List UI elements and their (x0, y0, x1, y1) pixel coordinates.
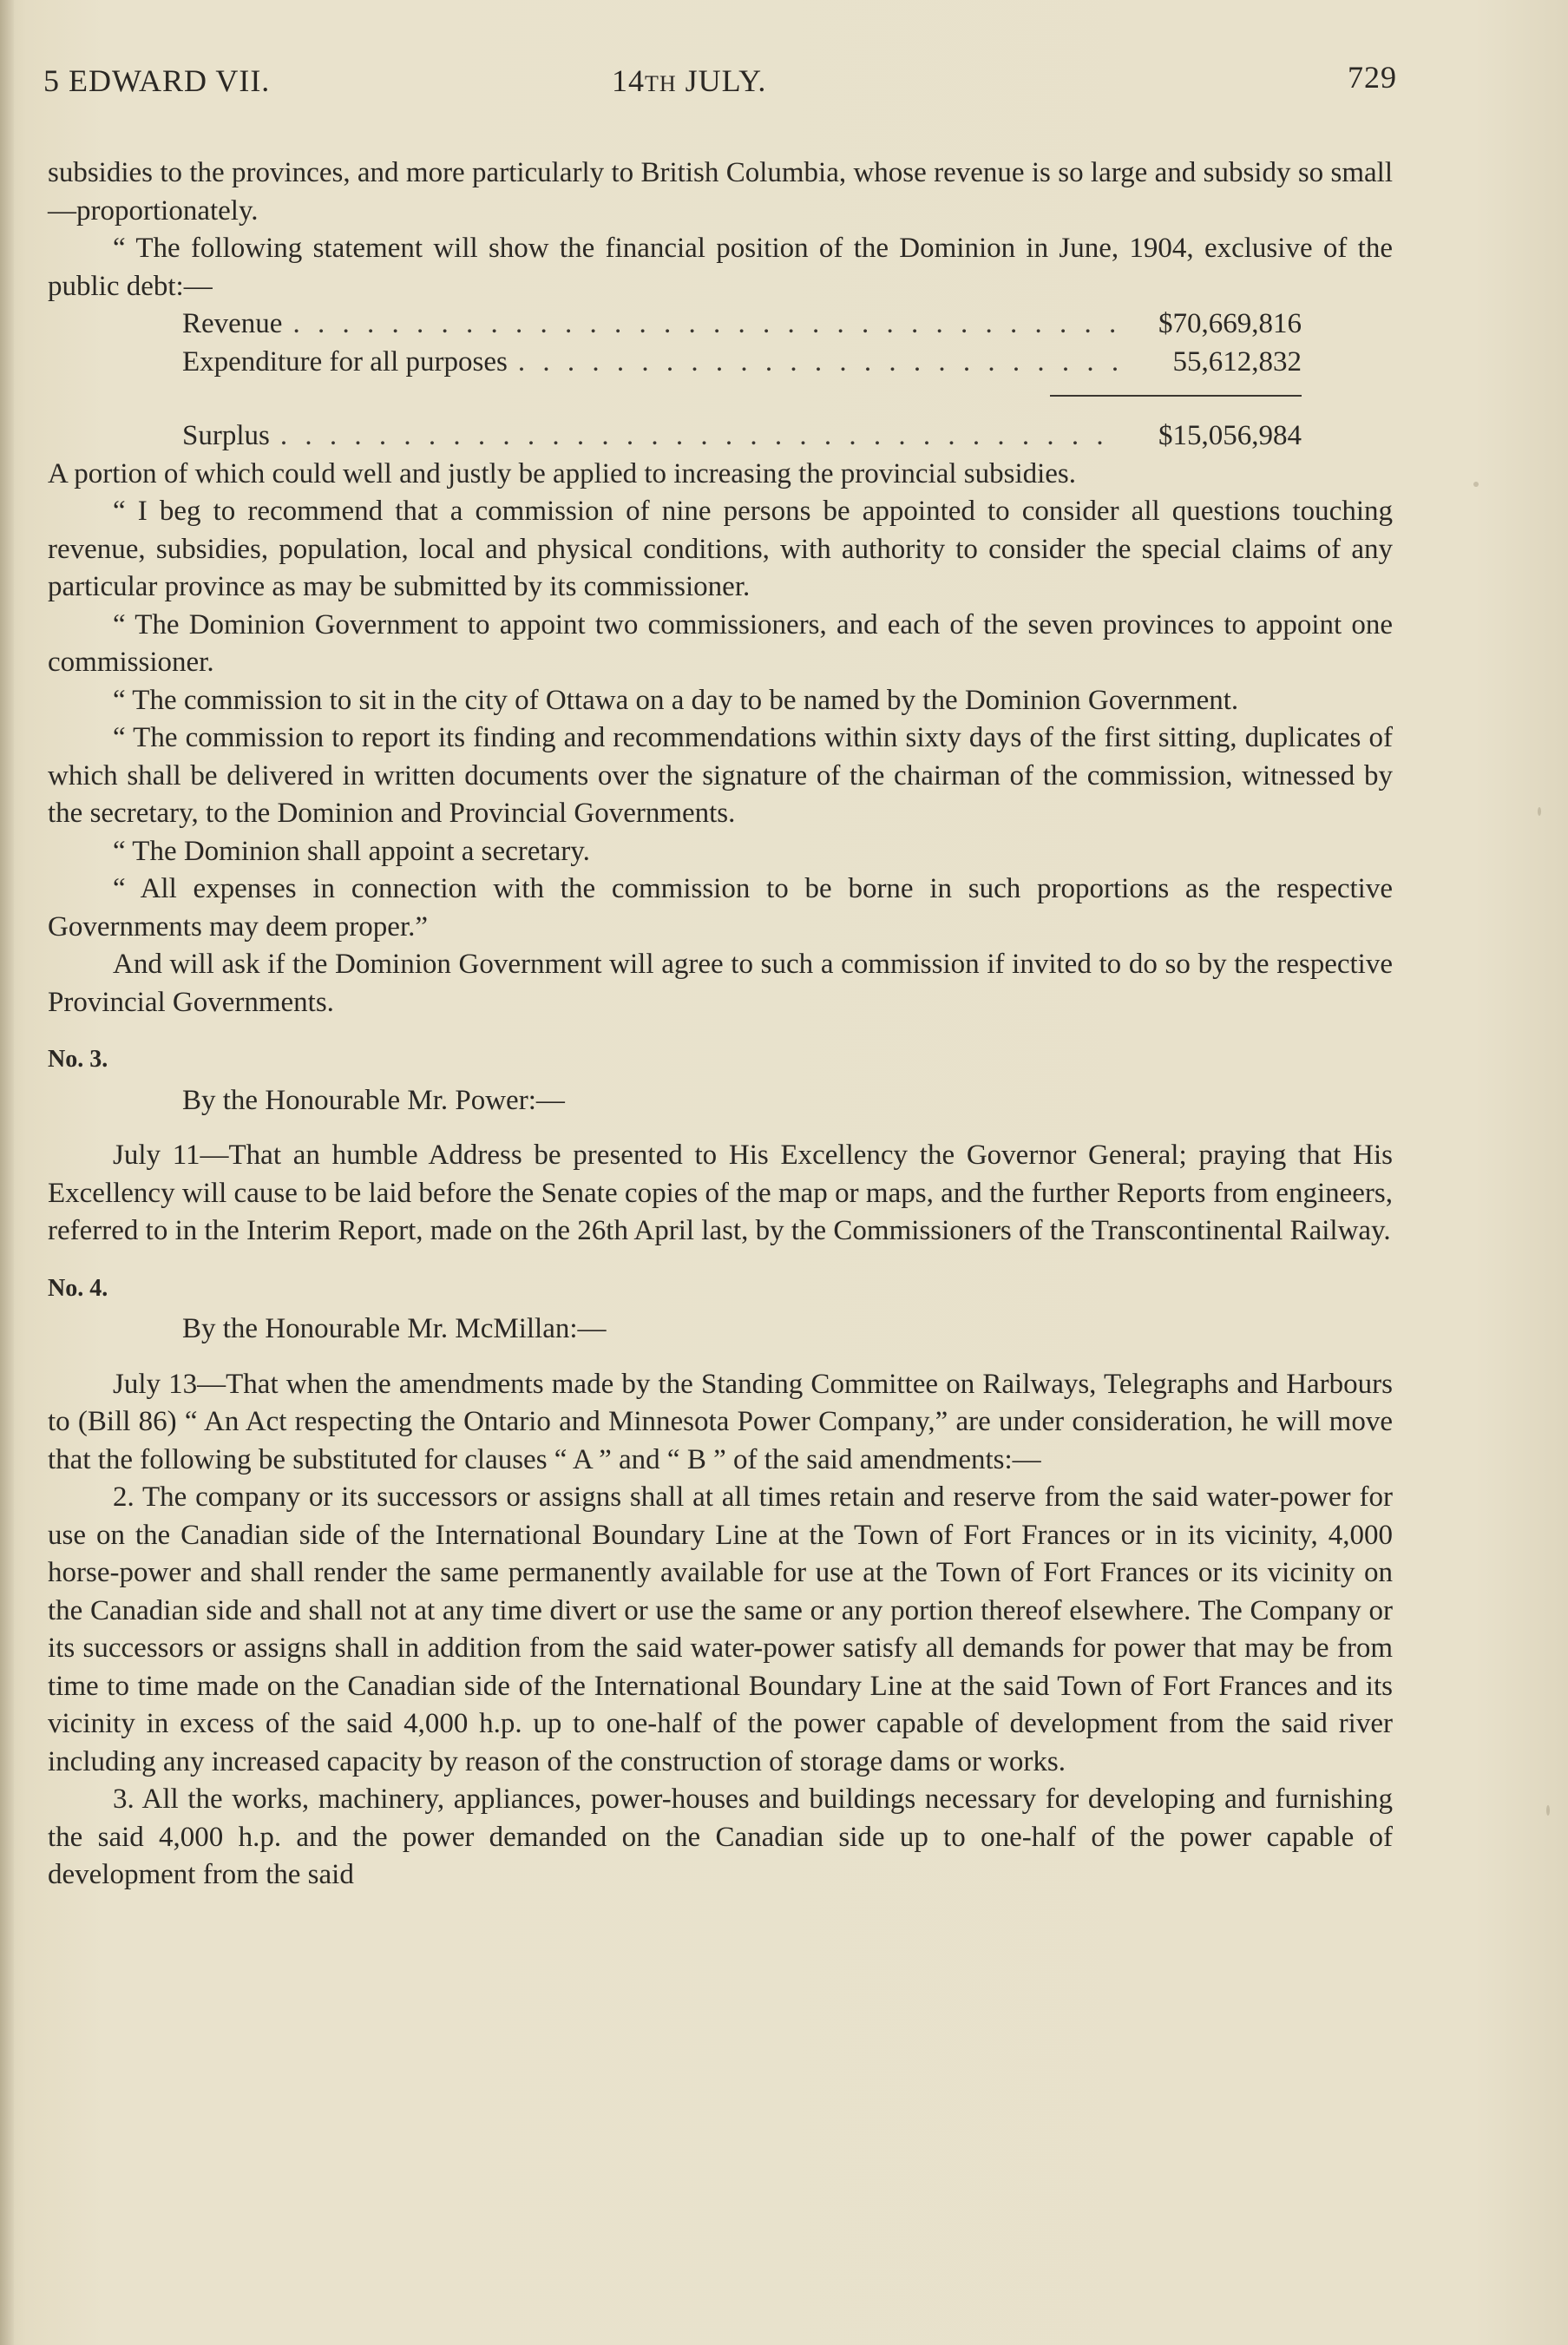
sum-rule (1050, 395, 1302, 397)
paragraph-appoint: “ The Dominion Government to appoint two commissioners, and each of the seven provinces to appoint one commissioner. (48, 608, 1393, 678)
page-body (48, 154, 1393, 1895)
leader-dots (280, 417, 1118, 456)
paragraph-sit: “ The commission to sit in the city of Ottawa on a day to be named by the Dominion Government. (113, 684, 1239, 716)
financial-row-expenditure (182, 344, 1302, 382)
paragraph-recommend: “ I beg to recommend that a commission of nine persons be appointed to consider all questions touching revenue, subsidies, population, local and physical conditions, with authority to consider the special claims of any particular province as may be submitted by its commissioner. (48, 496, 1393, 602)
paper-speck (1546, 1805, 1550, 1816)
paragraph-report: “ The commission to report its finding and recommendations within sixty days of the first sitting, duplicates of which shall be delivered in written documents over the signature of the chairman of the commission, witnessed by the secretary, to the Dominion and Provincial Governments. (48, 722, 1393, 829)
header-month: JULY. (685, 63, 767, 98)
leader-dots (518, 344, 1118, 382)
paragraph-secretary: “ The Dominion shall appoint a secretary. (113, 835, 590, 867)
clause-3: 3. All the works, machinery, appliances, power-houses and buildings necessary for developing and furnishing the said 4,000 h.p. and the power demanded on the Canadian side up to one-half of the power capable of development from the said (48, 1783, 1393, 1890)
surplus-value: $15,056,984 (1158, 420, 1302, 451)
section-no-3: No. 3. (48, 1046, 108, 1073)
paragraph-subsidies: subsidies to the provinces, and more particularly to British Columbia, whose revenue is so large and subsidy so small—proportionately. (48, 157, 1393, 227)
motion-july-11: July 11—That an humble Address be presented to His Excellency the Governor General; praying that His Excellency will cause to be laid before the Senate copies of the map or maps, and the further Reports from engineers, referred to in the Interim Report, made on the 26th April last, by the Commissioners of the Transcontinental Railway. (48, 1140, 1393, 1246)
paragraph-portion: A portion of which could well and justly be applied to increasing the provincial subsidies. (48, 457, 1077, 489)
expenditure-label: Expenditure for all purposes (182, 345, 508, 378)
page-header (43, 62, 1397, 106)
revenue-value: $70,669,816 (1158, 308, 1302, 339)
financial-row-revenue (182, 305, 1302, 344)
header-date (612, 62, 766, 99)
motion-july-13: July 13—That when the amendments made by the Standing Committee on Railways, Telegraphs and Harbours to (Bill 86) “ An Act respecting the Ontario and Minnesota Power Company,” are under consideration, he will move that the following be substituted for clauses “ A ” and “ B ” of the said amendments:— (48, 1368, 1393, 1475)
expenditure-value: 55,612,832 (1172, 345, 1302, 378)
paper-speck (1473, 482, 1479, 487)
paragraph-expenses: “ All expenses in connection with the commission to be borne in such proportions as the respective Governments may deem proper.” (48, 873, 1393, 943)
leader-dots (292, 305, 1118, 344)
binding-gutter (0, 0, 14, 2345)
financial-row-surplus (182, 417, 1302, 456)
clause-2: 2. The company or its successors or assigns shall at all times retain and reserve from the said water-power for use on the Canadian side of the International Boundary Line at the Town of Fort Frances or in its vicinity, 4,000 horse-power and shall render the same permanently available for use at the Town of Fort Frances or its vicinity on the Canadian side and shall not at any time divert or use the same or any portion thereof elsewhere. The Company or its successors or assigns shall in addition from the said water-power satisfy all demands for power that may be from time to time made on the Canadian side of the International Boundary Line at the said Town of Fort Frances and its vicinity in excess of the said 4,000 h.p. up to one-half of the power capable of development from the said river including any increased capacity by reason of the construction of storage dams or works. (48, 1481, 1393, 1777)
header-session: 5 EDWARD VII. (43, 63, 271, 98)
paragraph-statement-intro: “ The following statement will show the financial position of the Dominion in June, 1904, exclusive of the public debt:— (48, 233, 1393, 302)
surplus-label: Surplus (182, 420, 270, 451)
header-day: 14 (612, 63, 645, 98)
paragraph-ask: And will ask if the Dominion Government will agree to such a commission if invited to do so by the respective Provincial Governments. (48, 949, 1393, 1018)
paper-speck (1538, 807, 1541, 816)
section-no-4: No. 4. (48, 1274, 108, 1302)
header-day-suffix: TH (645, 71, 677, 96)
mover-mcmillan: By the Honourable Mr. McMillan:— (182, 1313, 607, 1344)
revenue-label: Revenue (182, 308, 283, 339)
mover-power: By the Honourable Mr. Power:— (182, 1084, 565, 1116)
page-number: 729 (1348, 60, 1397, 95)
